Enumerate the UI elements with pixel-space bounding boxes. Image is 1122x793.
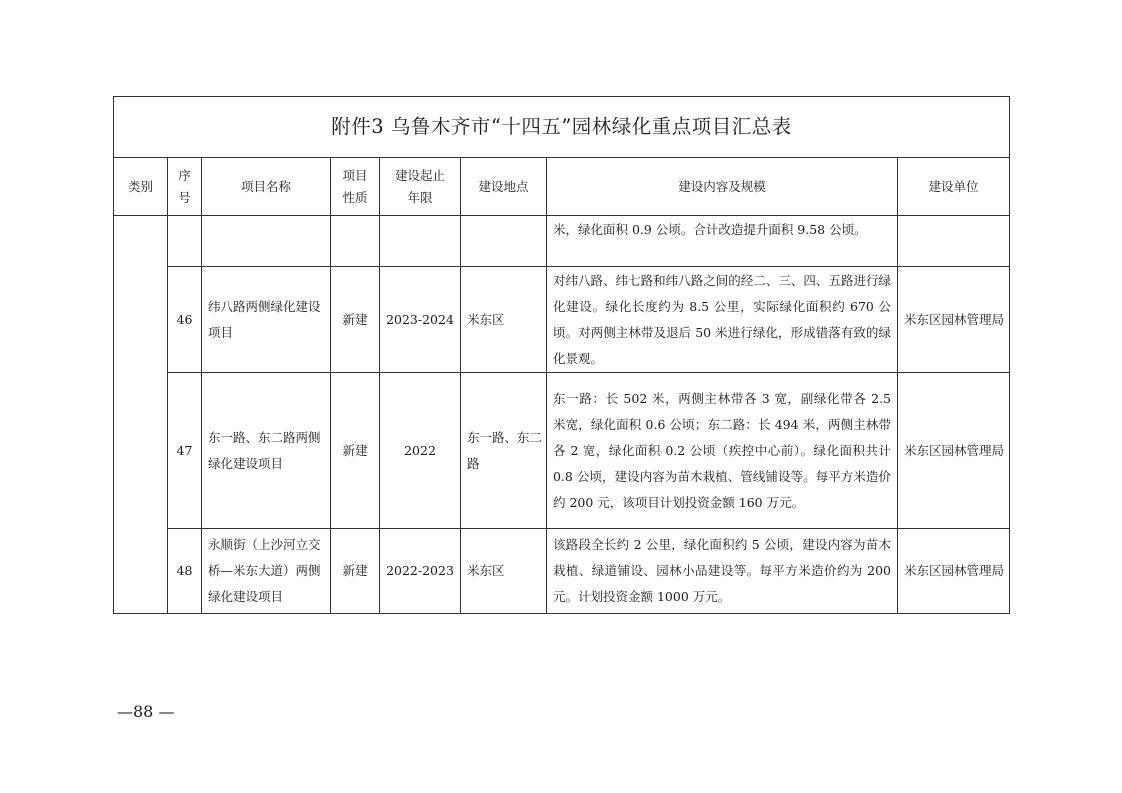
page-number: —88 — [117,702,175,721]
row-nature: 新建 [331,373,380,529]
row-content: 东一路：长 502 米，两侧主林带各 3 宽，副绿化带各 2.5 米宽，绿化面积 0.6 公顷；东二路：长 494 米，两侧主林带各 2 宽，绿化面积 0.2 公顷（疾控中心前）。绿化面积共计 0.8 公顷，建设内容为苗木栽植、管线铺设等。每平方米造价约 200 元，该项目计划投资金额 160 万元。 [547,373,898,529]
header-period: 建设起止年限 [380,158,461,216]
category-cell [114,216,168,614]
row-period: 2022-2023 [380,529,461,614]
header-unit: 建设单位 [898,158,1010,216]
row-name: 永顺街（上沙河立交桥—米东大道）两侧绿化建设项目 [202,529,331,614]
title-row [114,97,1010,158]
header-content: 建设内容及规模 [547,158,898,216]
table-row [114,529,1010,614]
project-summary-table [113,96,1010,614]
row-seq [168,216,202,267]
header-name: 项目名称 [202,158,331,216]
row-seq: 47 [168,373,202,529]
row-seq: 46 [168,267,202,373]
row-name [202,216,331,267]
table-row [114,373,1010,529]
table-title: 附件3 乌鲁木齐市“十四五”园林绿化重点项目汇总表 [114,97,1010,158]
header-row [114,158,1010,216]
table-row [114,216,1010,267]
row-location: 米东区 [461,529,547,614]
table-row [114,267,1010,373]
row-location: 米东区 [461,267,547,373]
header-location: 建设地点 [461,158,547,216]
row-period [380,216,461,267]
row-unit: 米东区园林管理局 [898,267,1010,373]
row-nature: 新建 [331,267,380,373]
row-nature: 新建 [331,529,380,614]
row-nature [331,216,380,267]
row-content: 对纬八路、纬七路和纬八路之间的经二、三、四、五路进行绿化建设。绿化长度约为 8.5 公里，实际绿化面积约 670 公顷。对两侧主林带及退后 50 米进行绿化，形成错落有致的绿化景观。 [547,267,898,373]
row-period: 2022 [380,373,461,529]
header-nature: 项目性质 [331,158,380,216]
row-unit: 米东区园林管理局 [898,529,1010,614]
row-content: 米，绿化面积 0.9 公顷。合计改造提升面积 9.58 公顷。 [547,216,898,267]
row-location [461,216,547,267]
header-seq: 序号 [168,158,202,216]
header-category: 类别 [114,158,168,216]
row-unit [898,216,1010,267]
row-unit: 米东区园林管理局 [898,373,1010,529]
row-seq: 48 [168,529,202,614]
row-content: 该路段全长约 2 公里，绿化面积约 5 公顷，建设内容为苗木栽植、绿道铺设、园林小品建设等。每平方米造价约为 200 元。计划投资金额 1000 万元。 [547,529,898,614]
row-period: 2023-2024 [380,267,461,373]
row-location: 东一路、东二路 [461,373,547,529]
row-name: 东一路、东二路两侧绿化建设项目 [202,373,331,529]
row-name: 纬八路两侧绿化建设项目 [202,267,331,373]
